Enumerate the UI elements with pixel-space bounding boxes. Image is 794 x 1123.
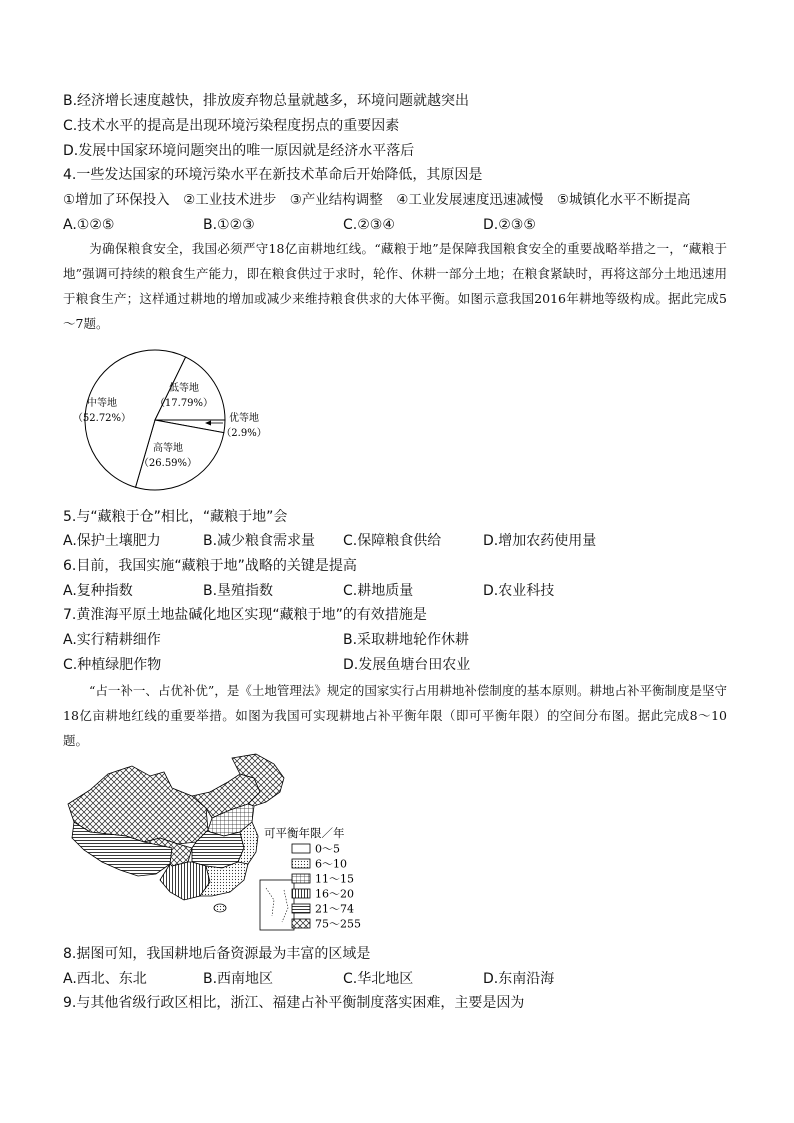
- q5-stem: 5.与“藏粮于仓”相比，“藏粮于地”会: [63, 509, 288, 525]
- material-paragraph-1: 为确保粮食安全，我国必须严守18亿亩耕地红线。“藏粮于地”是保障我国粮食安全的重要战略举措之一，“藏粮于地”强调可持续的粮食生产能力，即在粮食供过于求时，轮作、休耕一部分土地；在粮食紧缺时，再将这部分土地迅速用于粮食生产；这样通过耕地的增加或减少来维持粮食供求的大体平衡。如图示意我国2016年耕地等级构成。据此完成5～7题。: [63, 241, 727, 331]
- south-china-sea-inset: [260, 880, 294, 930]
- pie-label-top-grade: 优等地: [229, 413, 259, 424]
- q7-stem: 7.黄淮海平原土地盐碱化地区实现“藏粮于地”的有效措施是: [63, 607, 427, 623]
- material-paragraph-2: “占一补一、占优补优”，是《土地管理法》规定的国家实行占用耕地补偿制度的基本原则。耕地占补平衡制度是坚守18亿亩耕地红线的重要举措。如图为我国可实现耕地占补平衡年限（即可平衡年限）的空间分布图。据此完成8～10题。: [63, 683, 727, 748]
- legend-swatch-3: [292, 874, 310, 883]
- q5-option-a: A.保护土壤肥力: [63, 533, 161, 549]
- legend-label-1: 0～5: [315, 842, 340, 856]
- pie-value-middle-grade: （52.72%）: [72, 413, 132, 424]
- pie-value-low-grade: （17.79%）: [154, 398, 214, 409]
- q6-option-c: C.耕地质量: [343, 583, 414, 599]
- q5-option-b: B.减少粮食需求量: [203, 533, 316, 549]
- legend-swatch-1: [292, 844, 310, 853]
- legend-label-2: 6～10: [315, 857, 347, 871]
- q6-stem: 6.目前，我国实施“藏粮于地”战略的关键是提高: [63, 558, 357, 574]
- pie-label-middle-grade: 中等地: [87, 398, 117, 409]
- q7-option-b: B.采取耕地轮作休耕: [343, 632, 470, 648]
- legend-label-4: 16～20: [315, 887, 354, 901]
- legend-swatch-4: [292, 889, 310, 898]
- q4-option-b: B.①②③: [203, 217, 255, 233]
- china-balance-years-map: [60, 752, 390, 936]
- q8-stem: 8.据图可知，我国耕地后备资源最为丰富的区域是: [63, 946, 371, 962]
- q4-option-c: C.②③④: [343, 217, 395, 233]
- region-hainan: [214, 904, 226, 912]
- q4-items: ①增加了环保投入 ②工业技术进步 ③产业结构调整 ④工业发展速度迅速减慢 ⑤城镇化水平不断提高: [63, 192, 691, 208]
- q6-option-d: D.农业科技: [483, 583, 555, 599]
- farmland-grade-pie-chart: [60, 345, 280, 495]
- q8-option-c: C.华北地区: [343, 971, 414, 987]
- q7-option-c: C.种植绿肥作物: [63, 657, 162, 673]
- q5-option-d: D.增加农药使用量: [483, 533, 597, 549]
- pie-value-top-grade: （2.9%）: [221, 428, 267, 439]
- q4-option-a: A.①②⑤: [63, 217, 115, 233]
- q3-option-b: B.经济增长速度越快，排放废弃物总量就越多，环境问题就越突出: [63, 93, 470, 109]
- q8-option-d: D.东南沿海: [483, 971, 555, 987]
- q6-option-b: B.垦殖指数: [203, 583, 274, 599]
- q3-option-d: D.发展中国家环境问题突出的唯一原因就是经济水平落后: [63, 143, 415, 159]
- map-regions: [68, 754, 284, 900]
- legend-swatch-6: [292, 919, 310, 928]
- q4-stem: 4.一些发达国家的环境污染水平在新技术革命后开始降低，其原因是: [63, 167, 483, 183]
- q7-option-d: D.发展鱼塘台田农业: [343, 657, 471, 673]
- legend-label-3: 11～15: [315, 872, 354, 886]
- pie-value-high-grade: （26.59%）: [138, 458, 198, 469]
- legend-swatch-2: [292, 859, 310, 868]
- pie-label-low-grade: 低等地: [169, 383, 199, 394]
- q7-option-a: A.实行精耕细作: [63, 632, 161, 648]
- q9-stem: 9.与其他省级行政区相比，浙江、福建占补平衡制度落实困难，主要是因为: [63, 995, 525, 1011]
- legend-title: 可平衡年限／年: [264, 826, 345, 840]
- pie-label-high-grade: 高等地: [153, 443, 183, 454]
- q8-option-a: A.西北、东北: [63, 971, 147, 987]
- legend-label-5: 21～74: [315, 902, 354, 916]
- q6-option-a: A.复种指数: [63, 583, 133, 599]
- q8-option-b: B.西南地区: [203, 971, 274, 987]
- legend-swatch-5: [292, 904, 310, 913]
- legend-label-6: 75～255: [315, 917, 361, 931]
- q5-option-c: C.保障粮食供给: [343, 533, 442, 549]
- q4-option-d: D.②③⑤: [483, 217, 536, 233]
- q3-option-c: C.技术水平的提高是出现环境污染程度拐点的重要因素: [63, 118, 400, 134]
